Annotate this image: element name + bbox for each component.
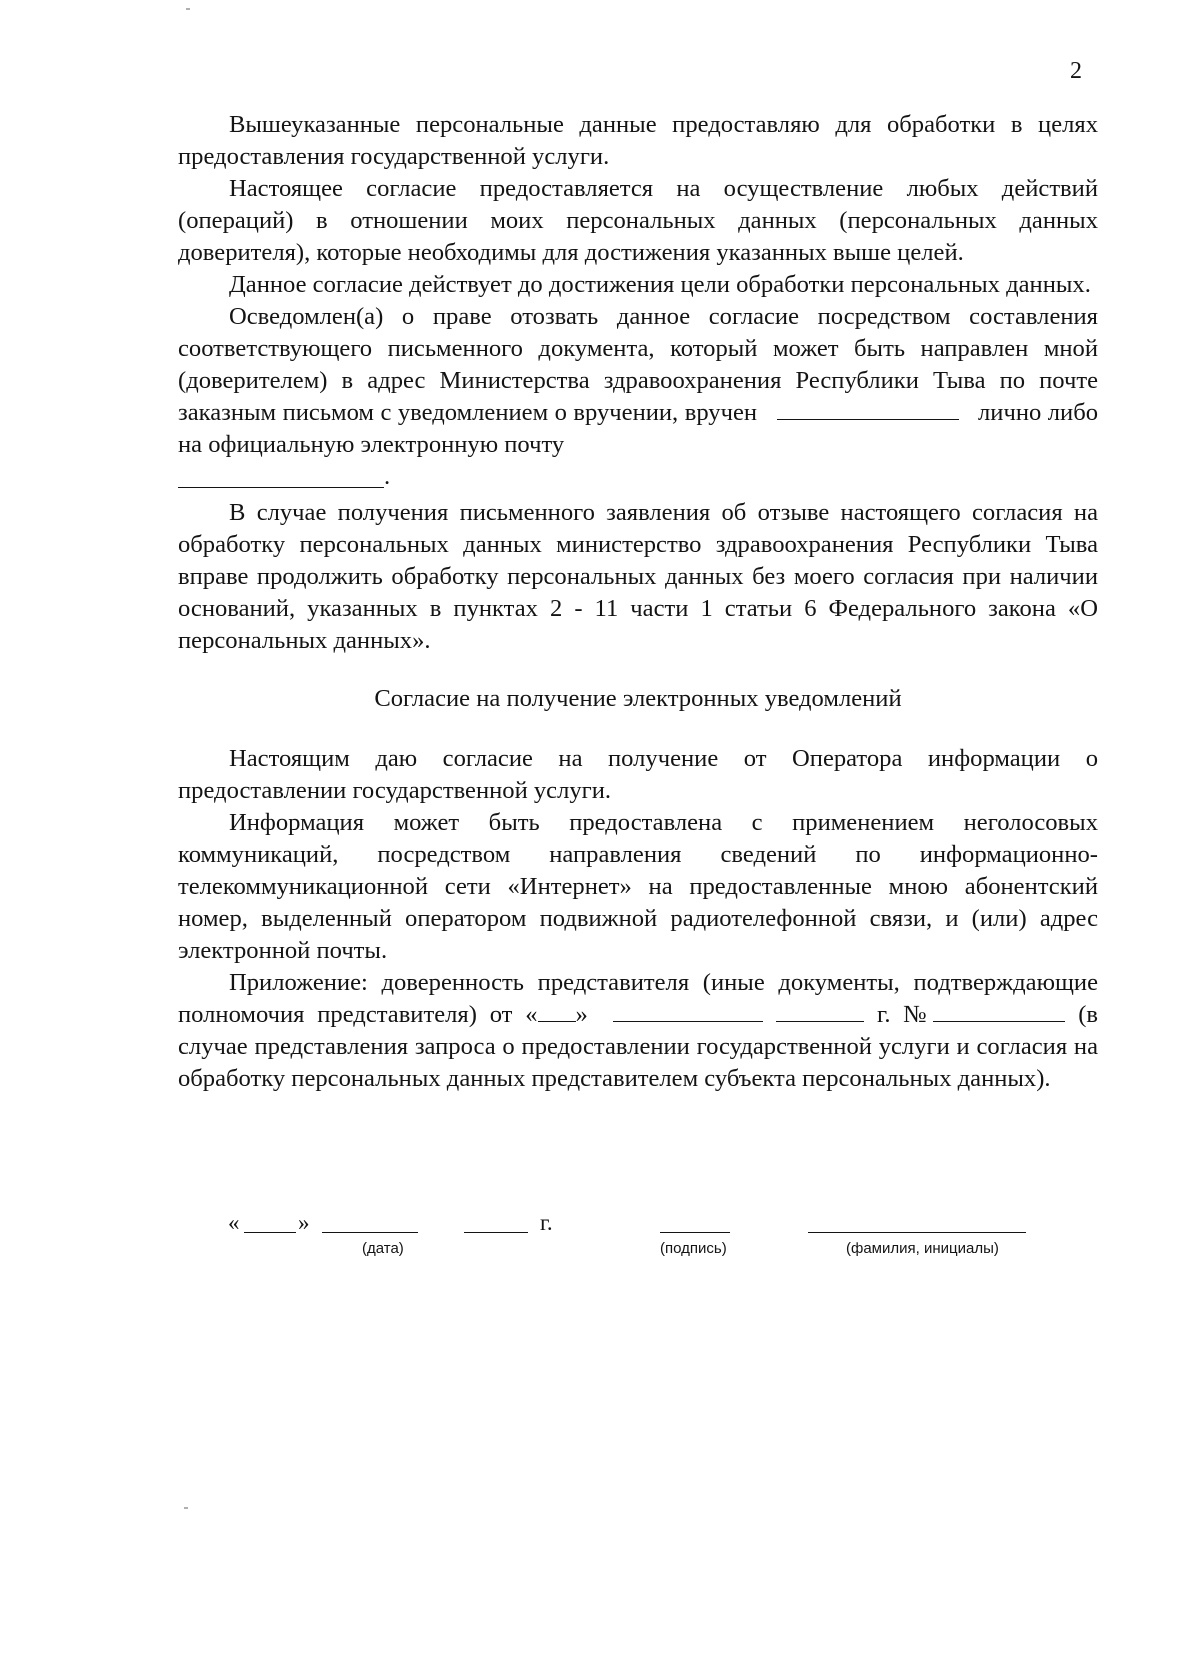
name-initials-caption: (фамилия, инициалы) — [846, 1240, 999, 1257]
date-year-suffix: г. — [540, 1210, 553, 1235]
email-blank[interactable] — [178, 465, 384, 488]
page-number: 2 — [1070, 58, 1082, 84]
revocation-text: Осведомлен(а) о праве отозвать данное согласие посредством составления соответствующего письменного документа, который может быть направлен мной (доверителем) в адрес Министерства здравоохранения Республики Тыва по почте заказным письмом с уведомлением о вручении, — [178, 303, 1098, 426]
date-quote-open: « — [228, 1210, 240, 1235]
paragraph-channels: Информация может быть предоставлена с применением неголосовых коммуникаций, посредством направления сведений по информационно-телекоммуникационной сети «Интернет» на предоставленные мною абонентский номер, выделенный оператором подвижной радиотелефонной связи, и (или) адрес электронной почты. — [178, 809, 1098, 964]
date-quote-close: » — [298, 1210, 310, 1235]
attachment-text: Приложение: доверенность представителя (иные документы, подтверждающие полномочия представителя) от « — [178, 969, 1098, 1028]
signature-row — [0, 1210, 1200, 1270]
signature-blank[interactable] — [660, 1232, 730, 1233]
paragraph-withdrawal: В случае получения письменного заявления об отзыве настоящего согласия на обработку персональных данных министерство здравоохранения Республики Тыва вправе продолжить обработку персональных данных без моего согласия при наличии оснований, указанных в пунктах 2 - 11 части 1 статьи 6 Федерального закона «О персональных данных». — [178, 499, 1098, 654]
attachment-month-blank[interactable] — [613, 999, 763, 1022]
attachment-number-blank[interactable] — [933, 999, 1065, 1022]
attachment-quote-close: » — [575, 1001, 588, 1028]
date-caption: (дата) — [362, 1240, 404, 1257]
paragraph-purpose: Вышеуказанные персональные данные предоставляю для обработки в целях предоставления государственной услуги. — [178, 111, 1098, 170]
date-day-blank[interactable] — [244, 1232, 296, 1233]
paragraph-validity: Данное согласие действует до достижения цели обработки персональных данных. — [229, 271, 1091, 298]
paragraph-revocation — [178, 301, 1098, 461]
date-year-blank[interactable] — [464, 1232, 528, 1233]
paragraph-notification-consent: Настоящим даю согласие на получение от Оператора информации о предоставлении государственной услуги. — [178, 745, 1098, 804]
scan-artifact — [184, 1507, 188, 1509]
paragraph-actions: Настоящее согласие предоставляется на осуществление любых действий (операций) в отношении моих персональных данных (персональных данных доверителя), которые необходимы для достижения указанных выше целей. — [178, 175, 1098, 266]
section-heading: Согласие на получение электронных уведомлений — [374, 685, 902, 712]
revocation-email-text: лично либо на официальную электронную почту — [178, 399, 1099, 458]
attachment-number-label: г. № — [877, 1001, 934, 1028]
attachment-day-blank[interactable] — [538, 999, 576, 1022]
consent-block — [178, 109, 1098, 657]
paragraph-attachment — [178, 967, 1098, 1095]
attachment-rest: (в случае представления запроса о предоставлении государственной услуги и согласия на обработку персональных данных представителем субъекта персональных данных). — [178, 1001, 1098, 1092]
date-month-blank[interactable] — [322, 1232, 418, 1233]
signature-caption: (подпись) — [660, 1240, 727, 1257]
attachment-year-blank[interactable] — [776, 999, 864, 1022]
delivery-method-blank[interactable] — [777, 397, 959, 420]
revocation-vruchen: вручен — [684, 399, 758, 426]
name-initials-blank[interactable] — [808, 1232, 1026, 1233]
email-line — [178, 461, 1098, 497]
notification-block — [178, 743, 1098, 1095]
email-period: . — [384, 463, 391, 490]
scan-artifact — [186, 8, 190, 10]
